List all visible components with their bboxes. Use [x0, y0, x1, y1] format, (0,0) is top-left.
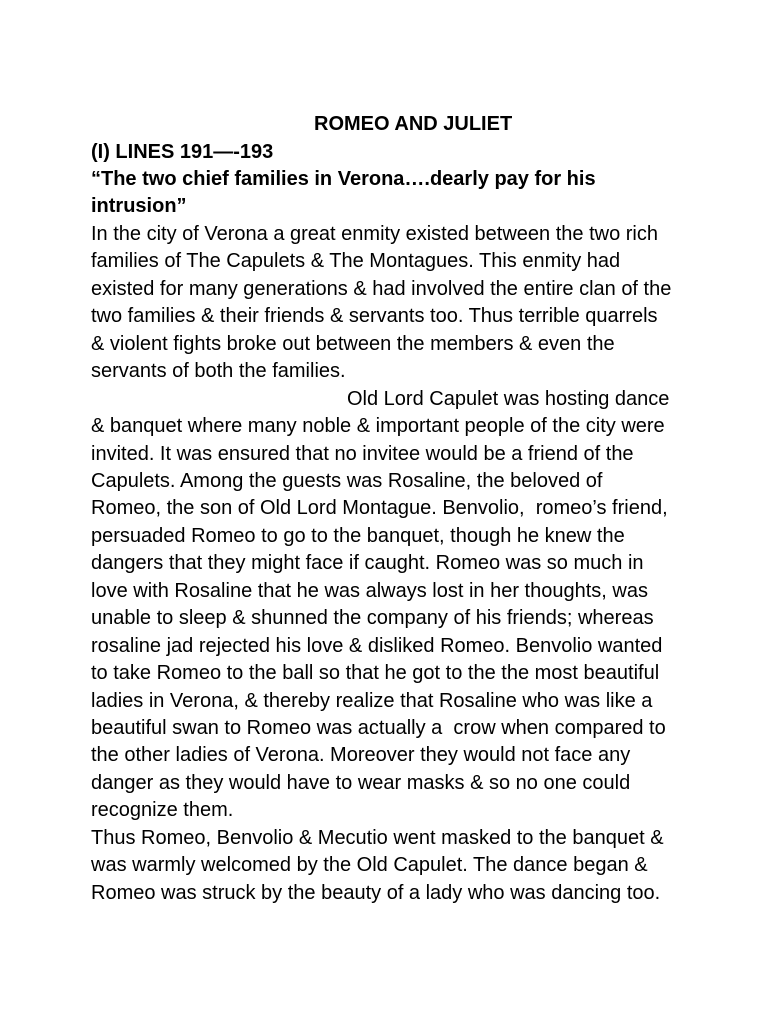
section-heading: (I) LINES 191—-193 [91, 141, 274, 163]
paragraph-2-line: unable to sleep & shunned the company of his friends; whereas [91, 607, 654, 629]
paragraph-1-line: & violent fights broke out between the members & even the [91, 333, 615, 355]
paragraph-2-line: Romeo, the son of Old Lord Montague. Benvolio, romeo’s friend, [91, 497, 668, 519]
paragraph-2-line: beautiful swan to Romeo was actually a crow when compared to [91, 717, 666, 739]
quote-line: “The two chief families in Verona….dearly pay for his [91, 168, 596, 190]
paragraph-2-line: love with Rosaline that he was always lost in her thoughts, was [91, 580, 648, 602]
paragraph-2-line: to take Romeo to the ball so that he got to the the most beautiful [91, 662, 660, 684]
paragraph-2-line: & banquet where many noble & important people of the city were [91, 415, 665, 437]
paragraph-3-line: Romeo was struck by the beauty of a lady who was dancing too. [91, 882, 661, 904]
paragraph-1-line: servants of both the families. [91, 360, 346, 382]
paragraph-2-line: persuaded Romeo to go to the banquet, though he knew the [91, 525, 625, 547]
paragraph-3-line: was warmly welcomed by the Old Capulet. The dance began & [91, 854, 648, 876]
paragraph-1-line: families of The Capulets & The Montagues. This enmity had [91, 250, 621, 272]
paragraph-2-line: danger as they would have to wear masks & so no one could [91, 772, 631, 794]
paragraph-2-line: recognize them. [91, 799, 234, 821]
quote-line: intrusion” [91, 195, 187, 217]
paragraph-2-line: Capulets. Among the guests was Rosaline, the beloved of [91, 470, 603, 492]
paragraph-1-line: In the city of Verona a great enmity existed between the two rich [91, 223, 658, 245]
paragraph-2-line: invited. It was ensured that no invitee would be a friend of the [91, 443, 634, 465]
paragraph-3-line: Thus Romeo, Benvolio & Mecutio went masked to the banquet & [91, 827, 664, 849]
paragraph-2-line: dangers that they might face if caught. Romeo was so much in [91, 552, 644, 574]
paragraph-2-line: rosaline jad rejected his love & disliked Romeo. Benvolio wanted [91, 635, 663, 657]
paragraph-1-line: two families & their friends & servants too. Thus terrible quarrels [91, 305, 658, 327]
paragraph-1-line: existed for many generations & had involved the entire clan of the [91, 278, 672, 300]
paragraph-2-line: ladies in Verona, & thereby realize that Rosaline who was like a [91, 690, 653, 712]
paragraph-2-line: Old Lord Capulet was hosting dance [347, 388, 670, 410]
paragraph-2-line: the other ladies of Verona. Moreover they would not face any [91, 744, 631, 766]
document-title: ROMEO AND JULIET [314, 113, 513, 135]
